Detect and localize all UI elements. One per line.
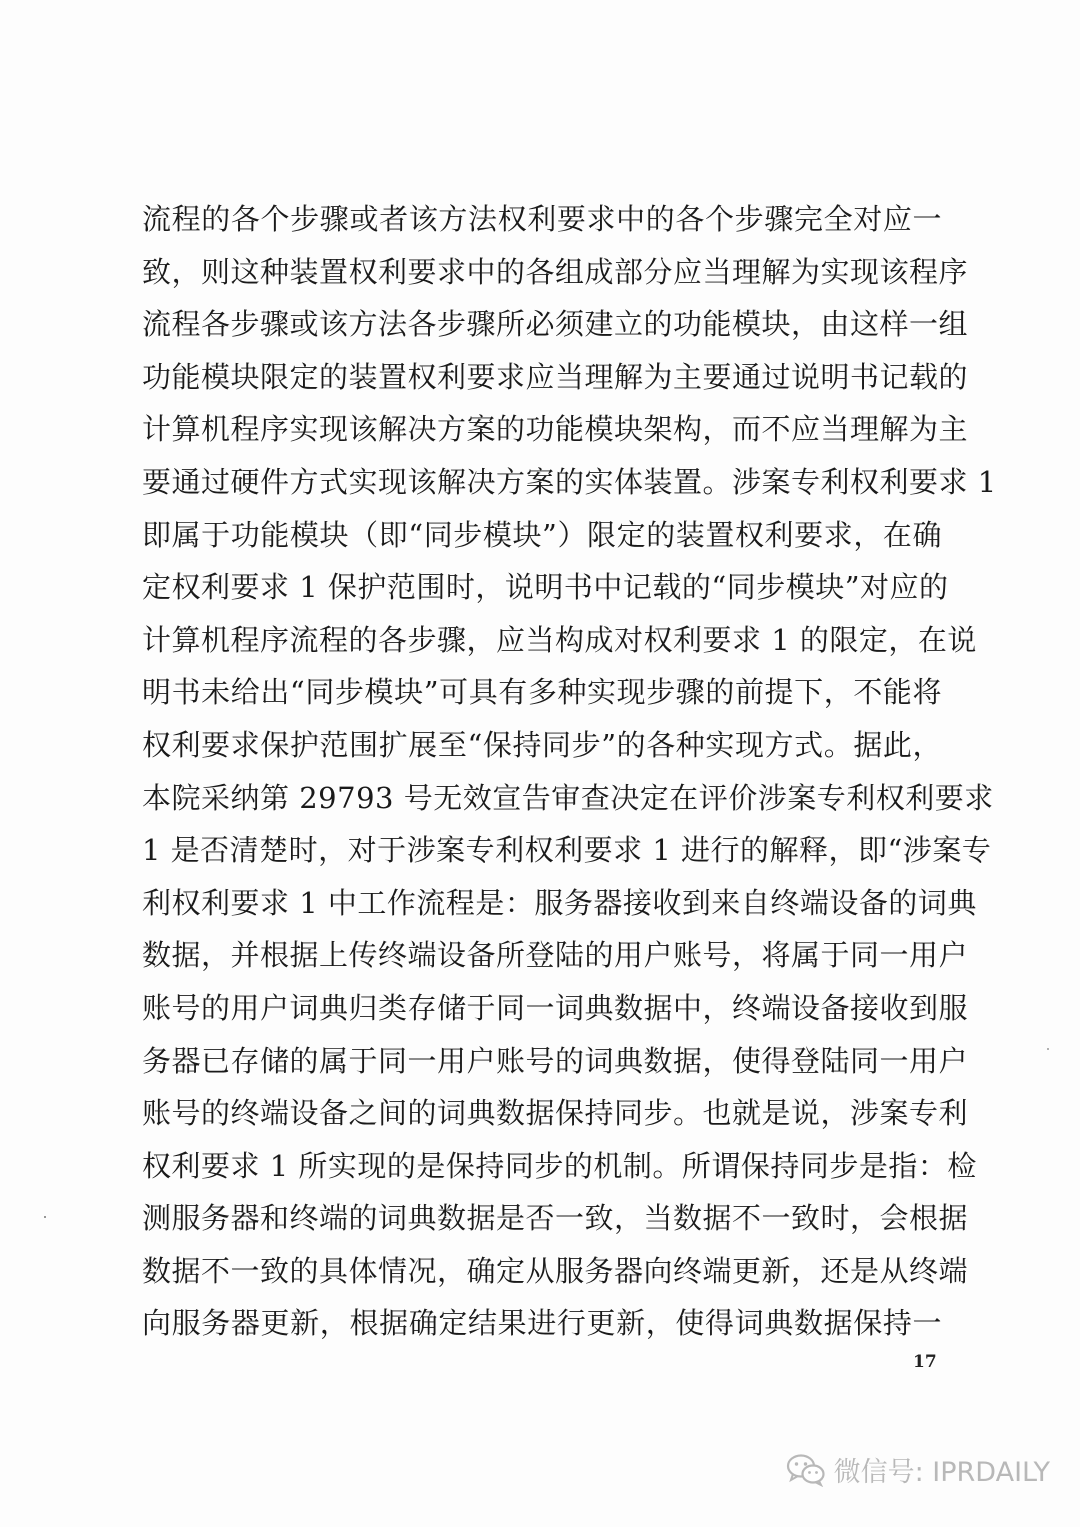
text-line: 权利要求 1 所实现的是保持同步的机制。所谓保持同步是指：检 [142, 1148, 977, 1183]
watermark [786, 1450, 1050, 1489]
body-text [142, 193, 997, 1350]
text-line: 数据，并根据上传终端设备所登陆的用户账号，将属于同一用户 [142, 938, 969, 973]
text-line: 明书未给出“同步模块”可具有多种实现步骤的前提下，不能将 [142, 675, 942, 710]
text-line: 数据不一致的具体情况，确定从服务器向终端更新，还是从终端 [142, 1253, 969, 1288]
text-line: 流程的各个步骤或者该方法权利要求中的各个步骤完全对应一 [142, 202, 942, 236]
wechat-icon [786, 1453, 826, 1487]
text-line: 致，则这种装置权利要求中的各组成部分应当理解为实现该程序 [142, 254, 969, 289]
text-line: 1 是否清楚时，对于涉案专利权利要求 1 进行的解释，即“涉案专 [142, 833, 992, 868]
text-line: 要通过硬件方式实现该解决方案的实体装置。涉案专利权利要求 1 [142, 464, 997, 499]
text-line: 计算机程序实现该解决方案的功能模块架构，而不应当理解为主 [142, 412, 969, 447]
text-line: 本院采纳第 29793 号无效宣告审查决定在评价涉案专利权利要求 [142, 780, 994, 815]
text-line: 利权利要求 1 中工作流程是：服务器接收到来自终端设备的词典 [142, 885, 977, 920]
text-line: 向服务器更新，根据确定结果进行更新，使得词典数据保持一 [142, 1306, 942, 1341]
text-line: 定权利要求 1 保护范围时，说明书中记载的“同步模块”对应的 [142, 570, 949, 605]
page-number: 17 [913, 1352, 937, 1372]
text-line: 权利要求保护范围扩展至“保持同步”的各种实现方式。据此， [142, 727, 942, 762]
text-line: 即属于功能模块（即“同步模块”）限定的装置权利要求，在确 [142, 517, 942, 552]
text-line: 务器已存储的属于同一用户账号的词典数据，使得登陆同一用户 [142, 1043, 969, 1078]
text-line: 账号的终端设备之间的词典数据保持同步。也就是说，涉案专利 [142, 1096, 969, 1131]
text-line: 计算机程序流程的各步骤，应当构成对权利要求 1 的限定，在说 [142, 622, 977, 657]
text-line: 测服务器和终端的词典数据是否一致，当数据不一致时，会根据 [142, 1201, 969, 1236]
text-line: 账号的用户词典归类存储于同一词典数据中，终端设备接收到服 [142, 990, 969, 1025]
watermark-text: 微信号: IPRDAILY [833, 1457, 1050, 1488]
text-line: 流程各步骤或该方法各步骤所必须建立的功能模块，由这样一组 [142, 307, 969, 342]
scan-speck [44, 1216, 46, 1218]
text-line: 功能模块限定的装置权利要求应当理解为主要通过说明书记载的 [142, 359, 969, 394]
scan-speck [1047, 1048, 1049, 1050]
